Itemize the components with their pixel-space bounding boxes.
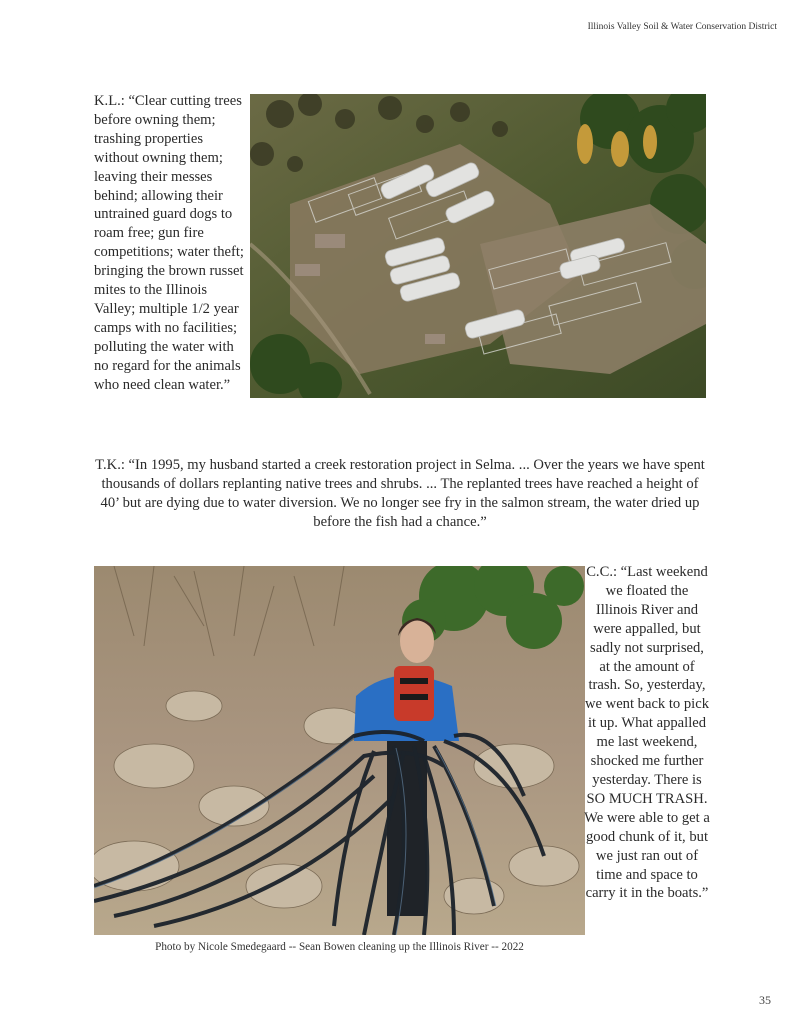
quote-kl: K.L.: “Clear cutting trees before owning them; trashing properties without owning them; leaving their messes behind; allowing their untrained guard dogs to roam free; gun fire competitions; water theft; bringing the brown russet mites to the Illinois Valley; multiple 1/2 year camps with no facilities; polluting the water with no regard for the animals who need clean water.”	[94, 93, 244, 393]
quote-tk: T.K.: “In 1995, my husband started a creek restoration project in Selma. ... Over the years we have spent thousands of dollars replanting native trees and shrubs. ... The replanted trees have reached a height of 40’ but are dying due to water diversion. We no longer see fry in the salmon stream, the water dried up before the fish had a chance.”	[95, 457, 705, 530]
quote-cc: C.C.: “Last weekend we floated the Illinois River and were appalled, but sadly not surprised, at the amount of trash. So, yesterday, we went back to pick it up. What appalled me last weekend, shocked me further yesterday. There is SO MUCH TRASH. We were able to get a good chunk of it, but we just ran out of time and space to carry it in the boats.”	[584, 564, 710, 902]
page-number: 35	[759, 993, 771, 1007]
running-header: Illinois Valley Soil & Water Conservation District	[587, 22, 777, 32]
photo-caption: Photo by Nicole Smedegaard -- Sean Bowen cleaning up the Illinois River -- 2022	[155, 941, 524, 953]
river-cleanup-photo	[94, 566, 585, 935]
aerial-greenhouse-photo	[250, 94, 706, 398]
